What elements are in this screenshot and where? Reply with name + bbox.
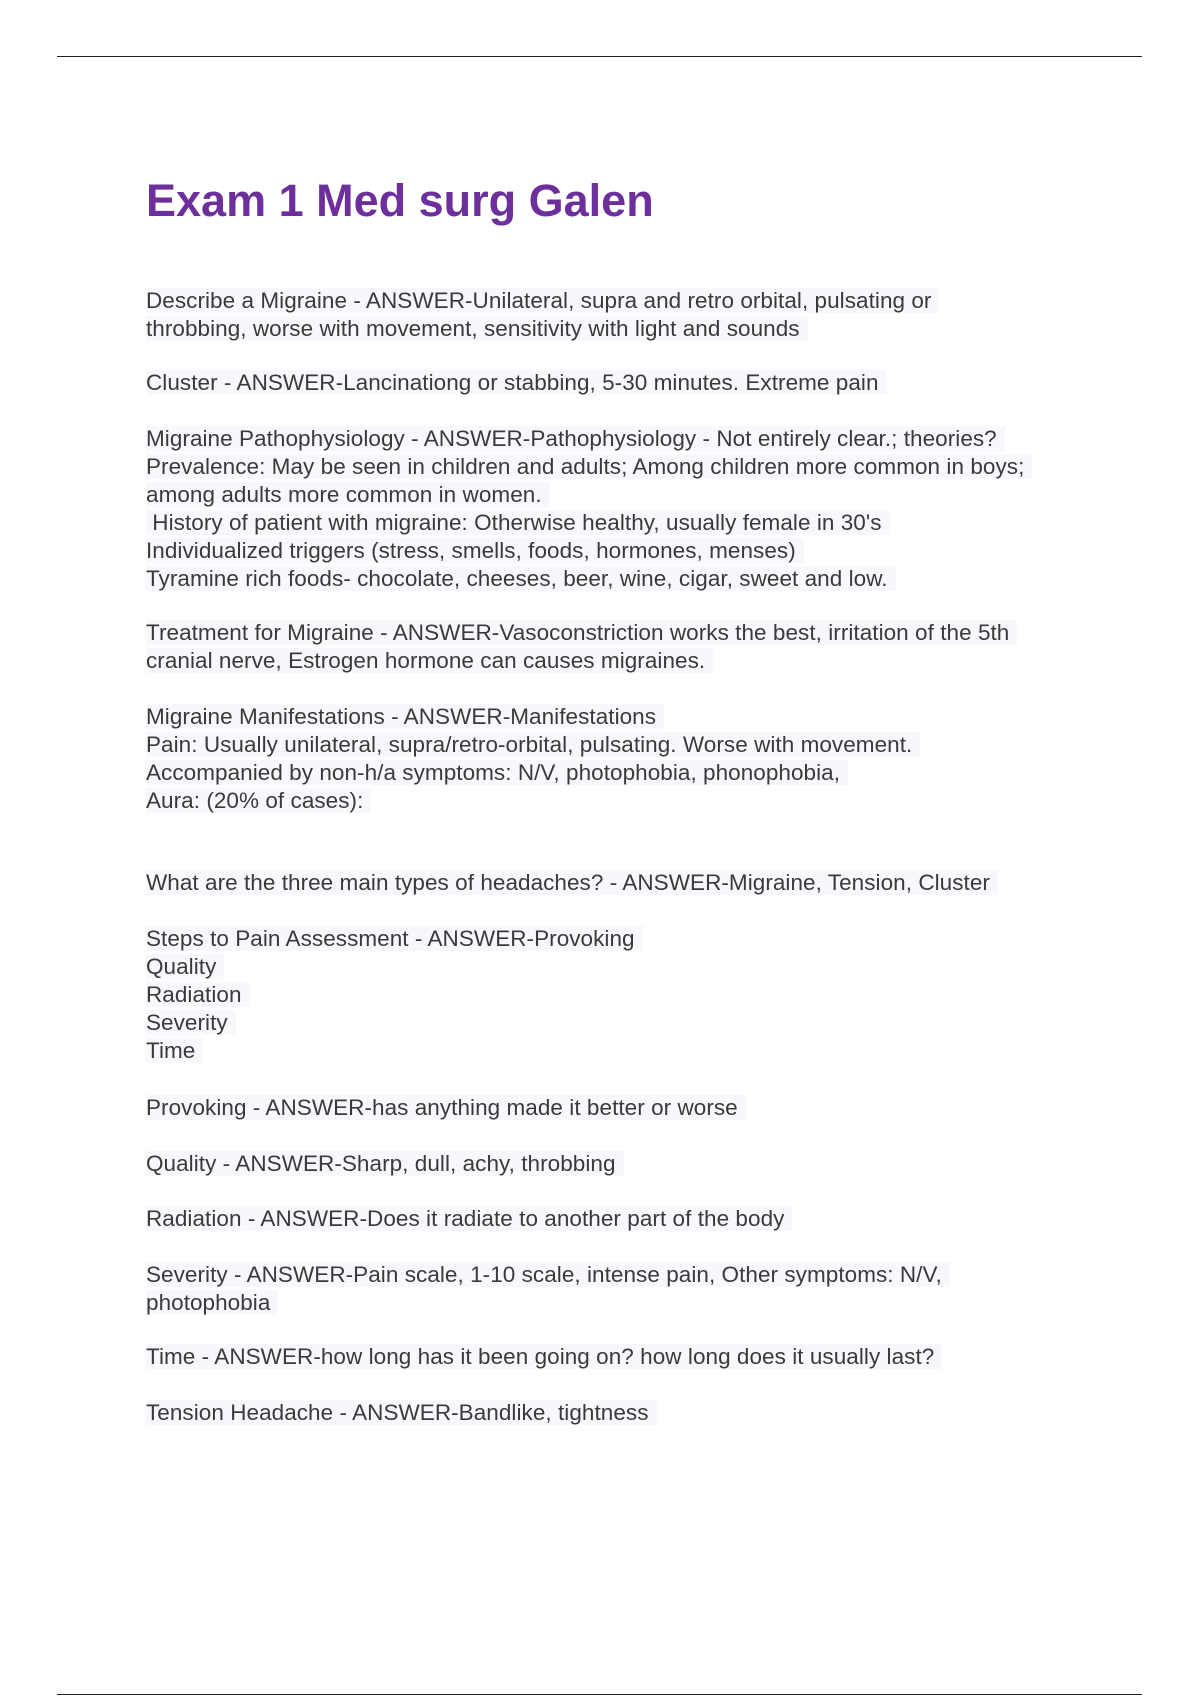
qa-entry-line: Time - ANSWER-how long has it been going on? how long does it usually last?: [146, 1344, 942, 1369]
qa-entry-line: Prevalence: May be seen in children and adults; Among children more common in boys;: [146, 454, 1032, 479]
qa-entry-line: Quality: [146, 954, 224, 979]
qa-entry: [146, 1205, 792, 1233]
qa-entry: [146, 1150, 624, 1178]
qa-entry-line: Pain: Usually unilateral, supra/retro-orbital, pulsating. Worse with movement.: [146, 732, 920, 757]
footer-rule: [57, 1694, 1142, 1695]
qa-entry: [146, 425, 1032, 593]
qa-entry: [146, 1399, 657, 1427]
qa-entry-line: Provoking - ANSWER-has anything made it better or worse: [146, 1095, 746, 1120]
qa-entry-line: throbbing, worse with movement, sensitivity with light and sounds: [146, 316, 808, 341]
qa-entry: [146, 869, 998, 897]
qa-entry-line: cranial nerve, Estrogen hormone can causes migraines.: [146, 648, 713, 673]
qa-entry-line: What are the three main types of headaches? - ANSWER-Migraine, Tension, Cluster: [146, 870, 998, 895]
qa-entry: [146, 703, 920, 815]
qa-entry-line: Cluster - ANSWER-Lancinationg or stabbing, 5-30 minutes. Extreme pain: [146, 370, 887, 395]
qa-entry-line: Severity: [146, 1010, 236, 1035]
qa-entry-line: Quality - ANSWER-Sharp, dull, achy, throbbing: [146, 1151, 624, 1176]
qa-entry: [146, 1343, 942, 1371]
document-title: Exam 1 Med surg Galen: [146, 175, 654, 226]
qa-entry: [146, 369, 887, 397]
qa-entry: [146, 925, 643, 1065]
qa-entry-line: Accompanied by non-h/a symptoms: N/V, photophobia, phonophobia,: [146, 760, 848, 785]
header-rule: [57, 56, 1142, 57]
qa-entry-line: Aura: (20% of cases):: [146, 788, 371, 813]
qa-entry-line: photophobia: [146, 1290, 278, 1315]
qa-entry-line: among adults more common in women.: [146, 482, 550, 507]
qa-entry-line: Individualized triggers (stress, smells, foods, hormones, menses): [146, 538, 804, 563]
qa-entry-line: Treatment for Migraine - ANSWER-Vasoconstriction works the best, irritation of the 5th: [146, 620, 1017, 645]
qa-entry: [146, 1261, 950, 1317]
qa-entry-line: Severity - ANSWER-Pain scale, 1-10 scale, intense pain, Other symptoms: N/V,: [146, 1262, 950, 1287]
qa-entry: [146, 287, 939, 343]
qa-entry-line: Steps to Pain Assessment - ANSWER-Provoking: [146, 926, 643, 951]
qa-entry-line: Migraine Manifestations - ANSWER-Manifestations: [146, 704, 664, 729]
qa-entry: [146, 1094, 746, 1122]
qa-entry-line: Describe a Migraine - ANSWER-Unilateral, supra and retro orbital, pulsating or: [146, 288, 939, 313]
qa-entry-line: Tension Headache - ANSWER-Bandlike, tightness: [146, 1400, 657, 1425]
qa-entry: [146, 619, 1017, 675]
qa-entry-line: Time: [146, 1038, 203, 1063]
qa-entry-line: Tyramine rich foods- chocolate, cheeses, beer, wine, cigar, sweet and low.: [146, 566, 896, 591]
qa-entry-line: Radiation: [146, 982, 250, 1007]
qa-entry-line: Migraine Pathophysiology - ANSWER-Pathophysiology - Not entirely clear.; theories?: [146, 426, 1005, 451]
qa-entry-line: Radiation - ANSWER-Does it radiate to another part of the body: [146, 1206, 792, 1231]
qa-entry-line: History of patient with migraine: Otherwise healthy, usually female in 30's: [146, 510, 890, 535]
